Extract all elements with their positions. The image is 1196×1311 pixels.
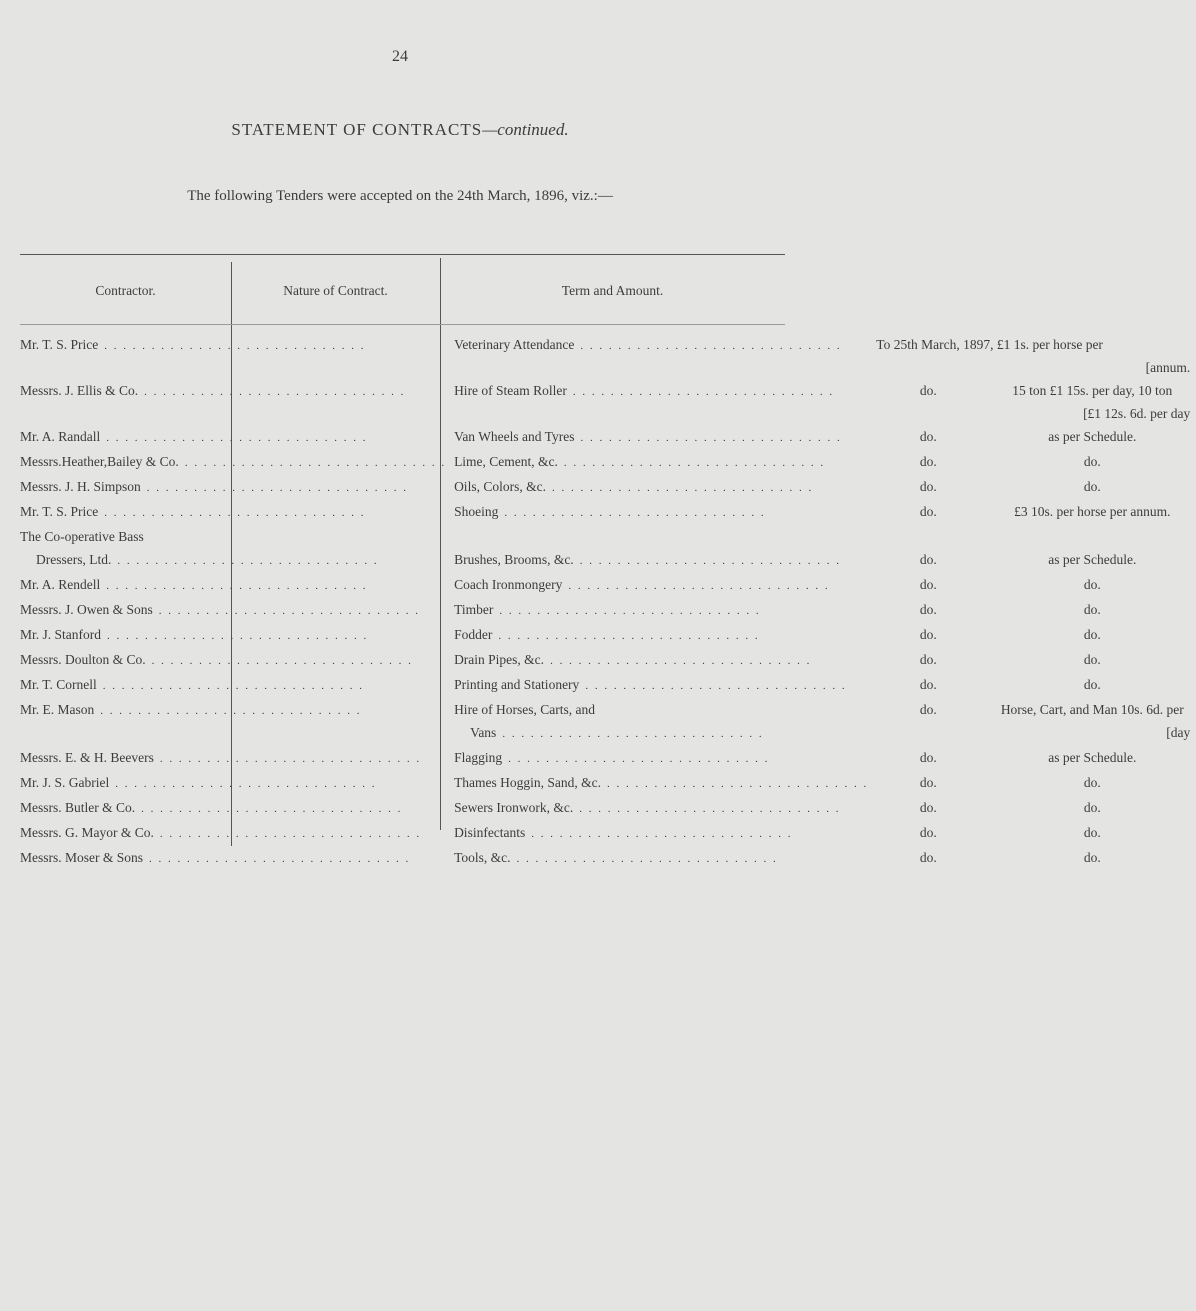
dot-leader: . . . . . . . . . . . . . . . . . . . . . . . . . . . . <box>531 828 793 840</box>
term-ditto: do. <box>919 825 937 840</box>
term-ditto: do. <box>919 479 937 494</box>
term-ditto: do. <box>919 383 937 398</box>
dot-leader: . . . . . . . . . . . . . . . . . . . . . . . . . . . . <box>115 778 377 790</box>
dot-leader: . . . . . . . . . . . . . . . . . . . . . . . . . . . . <box>184 457 447 469</box>
contract-nature: Disinfectants . . . . . . . . . . . . . . . . . . . . . . . . . . . . <box>454 821 868 846</box>
dot-leader: . . . . . . . . . . . . . . . . . . . . . . . . . . . . <box>104 340 366 352</box>
page-number: 24 <box>392 48 408 65</box>
dot-leader: . . . . . . . . . . . . . . . . . . . . . . . . . . . . <box>102 680 364 692</box>
table-row <box>20 623 1196 648</box>
dot-leader: . . . . . . . . . . . . . . . . . . . . . . . . . . . . <box>149 853 411 865</box>
dot-leader: . . . . . . . . . . . . . . . . . . . . . . . . . . . . <box>106 580 368 592</box>
contract-nature: Fodder . . . . . . . . . . . . . . . . . . . . . . . . . . . . <box>454 623 868 648</box>
dot-leader: . . . . . . . . . . . . . . . . . . . . . . . . . . . . <box>104 507 366 519</box>
contract-nature: Lime, Cement, &c. . . . . . . . . . . . . . . . . . . . . . . . . . . . . <box>454 450 868 475</box>
term-value: as per Schedule. <box>1048 552 1137 567</box>
contract-nature: Shoeing . . . . . . . . . . . . . . . . . . . . . . . . . . . . <box>454 500 868 525</box>
term-amount <box>868 573 1196 596</box>
contractor-name-cont: Dressers, Ltd. . . . . . . . . . . . . . . . . . . . . . . . . . . . . <box>36 548 446 573</box>
dot-leader: . . . . . . . . . . . . . . . . . . . . . . . . . . . . <box>159 828 422 840</box>
contract-nature: Timber . . . . . . . . . . . . . . . . . . . . . . . . . . . . <box>454 598 868 623</box>
term-amount <box>868 746 1196 769</box>
term-amount: To 25th March, 1897, £1 1s. per horse per <box>876 337 1103 352</box>
contract-nature-cont: Vans . . . . . . . . . . . . . . . . . . . . . . . . . . . . <box>470 721 868 746</box>
contract-nature: Sewers Ironwork, &c. . . . . . . . . . . . . . . . . . . . . . . . . . . . . <box>454 796 868 821</box>
dot-leader: . . . . . . . . . . . . . . . . . . . . . . . . . . . . <box>159 753 422 765</box>
table-row <box>20 450 1196 475</box>
term-value: £3 10s. per horse per annum. <box>1014 504 1171 519</box>
contract-nature: Oils, Colors, &c. . . . . . . . . . . . . . . . . . . . . . . . . . . . . <box>454 475 868 500</box>
table-row <box>20 821 1196 846</box>
table-row <box>20 425 1196 450</box>
dot-leader: . . . . . . . . . . . . . . . . . . . . . . . . . . . . <box>151 655 413 667</box>
dot-leader: . . . . . . . . . . . . . . . . . . . . . . . . . . . . <box>585 680 847 692</box>
dot-leader: . . . . . . . . . . . . . . . . . . . . . . . . . . . . <box>107 630 369 642</box>
contractor-name: Mr. E. Mason . . . . . . . . . . . . . . . . . . . . . . . . . . . . <box>20 698 446 723</box>
contractor-name: Messrs. G. Mayor & Co. . . . . . . . . . . . . . . . . . . . . . . . . . . . . <box>20 821 446 846</box>
dot-leader: . . . . . . . . . . . . . . . . . . . . . . . . . . . . <box>502 728 764 740</box>
contractor-name: Messrs. Moser & Sons . . . . . . . . . . . . . . . . . . . . . . . . . . . . <box>20 846 446 871</box>
term-amount <box>868 846 1196 869</box>
title-main: STATEMENT OF CONTRACTS <box>231 120 483 139</box>
table-row <box>20 525 1196 573</box>
term-amount <box>868 379 1196 402</box>
contractor-name: The Co-operative Bass <box>20 529 144 544</box>
term-value: do. <box>1083 850 1101 865</box>
dot-leader: . . . . . . . . . . . . . . . . . . . . . . . . . . . . <box>498 630 760 642</box>
top-rule <box>20 254 785 255</box>
term-ditto: do. <box>919 850 937 865</box>
table-row <box>20 846 1196 871</box>
table-row <box>20 379 1196 425</box>
term-continuation: [annum. <box>1145 360 1191 375</box>
table-row <box>20 333 1196 379</box>
contractor-name: Mr. A. Randall . . . . . . . . . . . . . . . . . . . . . . . . . . . . <box>20 425 446 450</box>
dot-leader: . . . . . . . . . . . . . . . . . . . . . . . . . . . . <box>551 482 814 494</box>
dot-leader: . . . . . . . . . . . . . . . . . . . . . . . . . . . . <box>504 507 766 519</box>
term-amount <box>868 623 1196 646</box>
contract-nature: Van Wheels and Tyres . . . . . . . . . . . . . . . . . . . . . . . . . . . . <box>454 425 868 450</box>
term-value: do. <box>1083 677 1101 692</box>
dot-leader: . . . . . . . . . . . . . . . . . . . . . . . . . . . . <box>579 803 841 815</box>
term-ditto: do. <box>919 677 937 692</box>
term-value: Horse, Cart, and Man 10s. 6d. per <box>1000 702 1184 717</box>
intro-text: The following Tenders were accepted on the 24th March, 1896, viz.:— <box>187 188 613 204</box>
term-continuation: [£1 12s. 6d. per day <box>1083 406 1191 421</box>
term-ditto: do. <box>919 775 937 790</box>
term-amount <box>868 796 1196 819</box>
contractor-name: Mr. A. Rendell . . . . . . . . . . . . . . . . . . . . . . . . . . . . <box>20 573 446 598</box>
table-row <box>20 746 1196 771</box>
contractor-name: Mr. J. Stanford . . . . . . . . . . . . . . . . . . . . . . . . . . . . <box>20 623 446 648</box>
dot-leader: . . . . . . . . . . . . . . . . . . . . . . . . . . . . <box>580 432 842 444</box>
term-amount <box>868 500 1196 523</box>
term-amount <box>868 771 1196 794</box>
contract-nature: Veterinary Attendance . . . . . . . . . . . . . . . . . . . . . . . . . . . . <box>454 333 868 358</box>
dot-leader: . . . . . . . . . . . . . . . . . . . . . . . . . . . . <box>158 605 421 617</box>
header-nature: Nature of Contract. <box>283 283 388 298</box>
term-amount <box>868 548 1196 571</box>
dot-leader: . . . . . . . . . . . . . . . . . . . . . . . . . . . . <box>106 432 368 444</box>
term-value: as per Schedule. <box>1048 750 1137 765</box>
contractor-name: Messrs. J. Owen & Sons . . . . . . . . . . . . . . . . . . . . . . . . . . . . <box>20 598 446 623</box>
term-ditto: do. <box>919 627 937 642</box>
table-row <box>20 648 1196 673</box>
term-value: do. <box>1083 627 1101 642</box>
term-ditto: do. <box>919 454 937 469</box>
dot-leader: . . . . . . . . . . . . . . . . . . . . . . . . . . . . <box>144 386 406 398</box>
title-suffix: —continued. <box>482 120 569 139</box>
header-rule <box>20 324 785 325</box>
table-row <box>20 500 1196 525</box>
term-value: do. <box>1083 602 1101 617</box>
term-value: do. <box>1083 479 1101 494</box>
dot-leader: . . . . . . . . . . . . . . . . . . . . . . . . . . . . <box>100 705 362 717</box>
term-ditto: do. <box>919 800 937 815</box>
term-amount <box>868 450 1196 473</box>
term-ditto: do. <box>919 602 937 617</box>
contractor-name: Messrs. Doulton & Co. . . . . . . . . . . . . . . . . . . . . . . . . . . . . <box>20 648 446 673</box>
dot-leader: . . . . . . . . . . . . . . . . . . . . . . . . . . . . <box>563 457 826 469</box>
contracts-body <box>20 333 1196 871</box>
contract-nature: Drain Pipes, &c. . . . . . . . . . . . . . . . . . . . . . . . . . . . . <box>454 648 868 673</box>
term-value: do. <box>1083 775 1101 790</box>
dot-leader: . . . . . . . . . . . . . . . . . . . . . . . . . . . . <box>579 555 841 567</box>
dot-leader: . . . . . . . . . . . . . . . . . . . . . . . . . . . . <box>516 853 778 865</box>
dot-leader: . . . . . . . . . . . . . . . . . . . . . . . . . . . . <box>568 580 830 592</box>
table-row <box>20 698 1196 746</box>
contractor-name: Messrs. Butler & Co. . . . . . . . . . . . . . . . . . . . . . . . . . . . . <box>20 796 446 821</box>
term-amount <box>868 673 1196 696</box>
contract-nature: Printing and Stationery . . . . . . . . . . . . . . . . . . . . . . . . . . . . <box>454 673 868 698</box>
dot-leader: . . . . . . . . . . . . . . . . . . . . . . . . . . . . <box>580 340 842 352</box>
term-amount <box>868 821 1196 844</box>
term-amount <box>868 698 1196 721</box>
term-ditto: do. <box>919 552 937 567</box>
contractor-name: Messrs. J. H. Simpson . . . . . . . . . . . . . . . . . . . . . . . . . . . . <box>20 475 446 500</box>
contractor-name: Messrs.Heather,Bailey & Co. . . . . . . . . . . . . . . . . . . . . . . . . . . . . <box>20 450 446 475</box>
dot-leader: . . . . . . . . . . . . . . . . . . . . . . . . . . . . <box>550 655 812 667</box>
dot-leader: . . . . . . . . . . . . . . . . . . . . . . . . . . . . <box>141 803 403 815</box>
contract-nature: Tools, &c. . . . . . . . . . . . . . . . . . . . . . . . . . . . . <box>454 846 868 871</box>
term-ditto: do. <box>919 577 937 592</box>
contractor-name: Messrs. J. Ellis & Co. . . . . . . . . . . . . . . . . . . . . . . . . . . . . <box>20 379 446 404</box>
table-row <box>20 573 1196 598</box>
contract-nature: Hire of Steam Roller . . . . . . . . . . . . . . . . . . . . . . . . . . . . <box>454 379 868 404</box>
table-row <box>20 475 1196 500</box>
dot-leader: . . . . . . . . . . . . . . . . . . . . . . . . . . . . <box>499 605 761 617</box>
term-value: do. <box>1083 454 1101 469</box>
contractor-name: Mr. T. S. Price . . . . . . . . . . . . . . . . . . . . . . . . . . . . <box>20 333 446 358</box>
term-ditto: do. <box>919 652 937 667</box>
term-amount <box>868 648 1196 671</box>
dot-leader: . . . . . . . . . . . . . . . . . . . . . . . . . . . . <box>572 386 835 398</box>
term-value: do. <box>1083 825 1101 840</box>
contract-nature: Brushes, Brooms, &c. . . . . . . . . . . . . . . . . . . . . . . . . . . . . <box>454 548 868 573</box>
term-amount <box>868 475 1196 498</box>
table-row <box>20 796 1196 821</box>
term-value: do. <box>1083 577 1101 592</box>
contract-nature: Coach Ironmongery . . . . . . . . . . . . . . . . . . . . . . . . . . . . <box>454 573 868 598</box>
term-value: do. <box>1083 800 1101 815</box>
header-term: Term and Amount. <box>561 283 664 298</box>
contractor-name: Messrs. E. & H. Beevers . . . . . . . . . . . . . . . . . . . . . . . . . . . . <box>20 746 446 771</box>
term-value: 15 ton £1 15s. per day, 10 ton <box>1012 383 1173 398</box>
contract-nature: Flagging . . . . . . . . . . . . . . . . . . . . . . . . . . . . <box>454 746 868 771</box>
term-ditto: do. <box>919 702 937 717</box>
contractor-name: Mr. J. S. Gabriel . . . . . . . . . . . . . . . . . . . . . . . . . . . . <box>20 771 446 796</box>
dot-leader: . . . . . . . . . . . . . . . . . . . . . . . . . . . . <box>117 555 379 567</box>
contractor-name: Mr. T. Cornell . . . . . . . . . . . . . . . . . . . . . . . . . . . . <box>20 673 446 698</box>
term-amount <box>868 425 1196 448</box>
table-row <box>20 598 1196 623</box>
term-ditto: do. <box>919 750 937 765</box>
dot-leader: . . . . . . . . . . . . . . . . . . . . . . . . . . . . <box>146 482 409 494</box>
contracts-table <box>20 333 1196 871</box>
term-value: do. <box>1083 652 1101 667</box>
dot-leader: . . . . . . . . . . . . . . . . . . . . . . . . . . . . <box>508 753 770 765</box>
page-title <box>0 120 800 140</box>
contractor-name: Mr. T. S. Price . . . . . . . . . . . . . . . . . . . . . . . . . . . . <box>20 500 446 525</box>
header-contractor: Contractor. <box>95 283 156 298</box>
table-row <box>20 673 1196 698</box>
contract-nature: Thames Hoggin, Sand, &c. . . . . . . . . . . . . . . . . . . . . . . . . . . . . <box>454 771 868 796</box>
term-ditto: do. <box>919 504 937 519</box>
contract-nature: Hire of Horses, Carts, and <box>454 702 596 717</box>
term-amount <box>868 598 1196 621</box>
term-continuation: [day <box>1166 725 1191 740</box>
dot-leader: . . . . . . . . . . . . . . . . . . . . . . . . . . . . <box>607 778 869 790</box>
term-value: as per Schedule. <box>1048 429 1137 444</box>
term-ditto: do. <box>919 429 937 444</box>
table-row <box>20 771 1196 796</box>
